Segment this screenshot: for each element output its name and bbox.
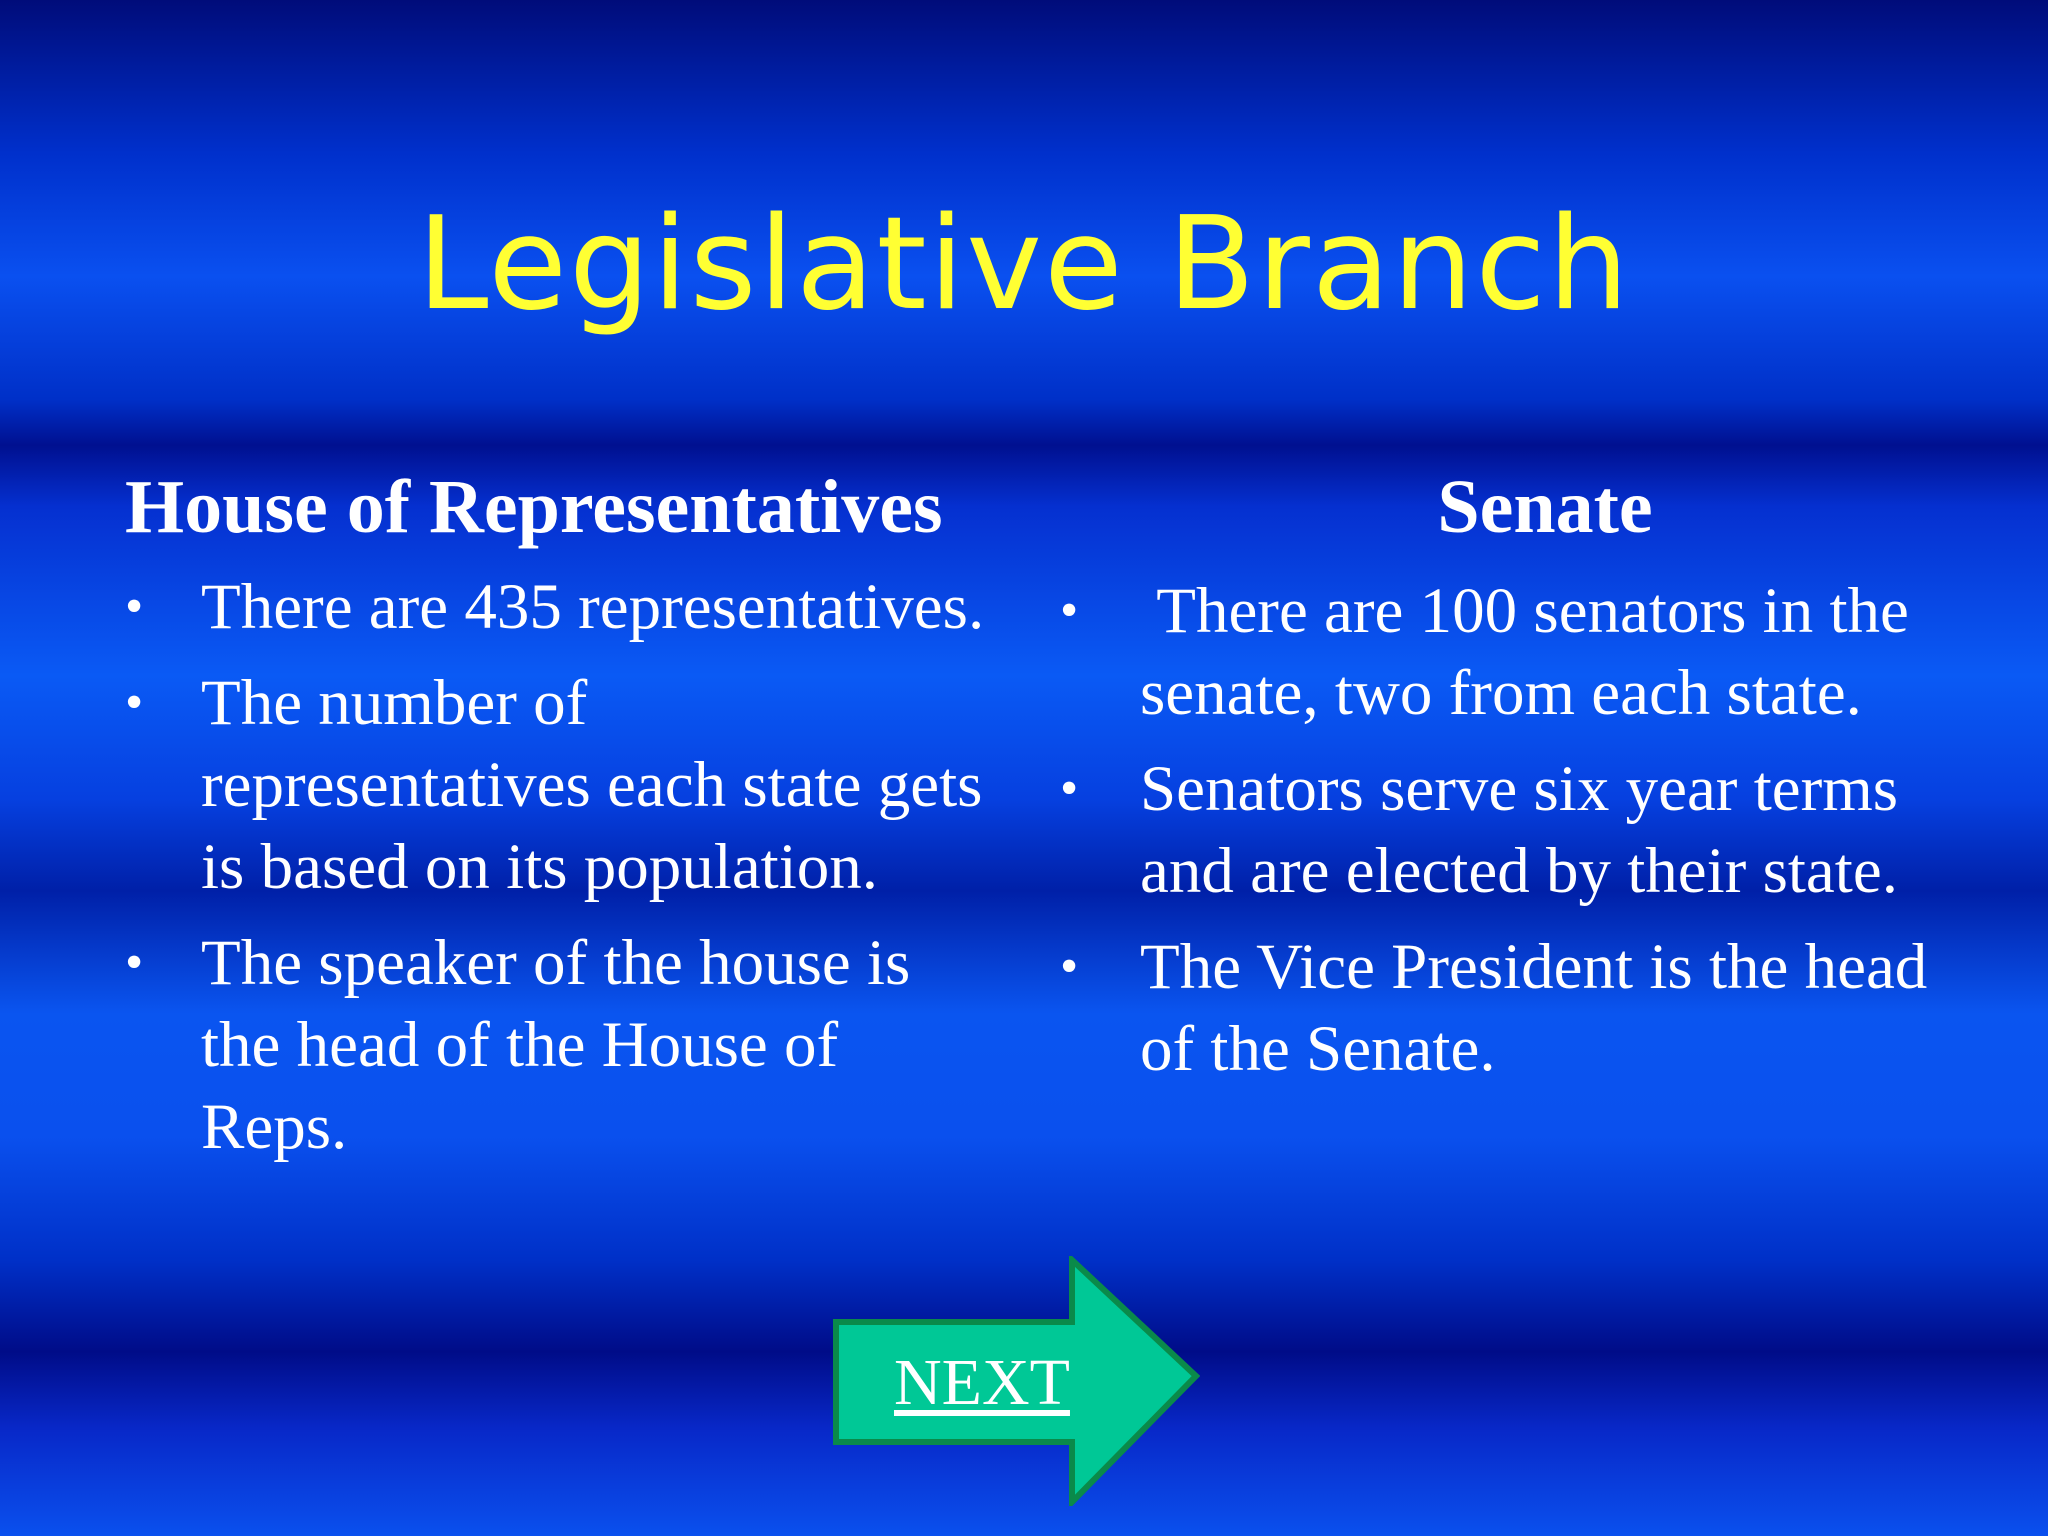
senate-bullet-list (1060, 570, 1940, 1090)
bullet-icon: • (1060, 582, 1079, 639)
senate-bullet-text: Senators serve six year terms and are elected by their state. (1140, 753, 1899, 907)
house-bullet-item (125, 662, 985, 908)
senate-bullet-text: The Vice President is the head of the Senate. (1140, 931, 1928, 1085)
bullet-icon: • (1060, 938, 1079, 995)
senate-column (1060, 462, 1940, 1090)
slide-title: Legislative Branch (417, 190, 1631, 339)
bullet-icon: • (125, 578, 144, 635)
house-heading: House of Representatives (125, 465, 943, 549)
bullet-icon: • (1060, 760, 1079, 817)
next-button[interactable] (832, 1256, 1200, 1506)
house-bullet-item (125, 922, 985, 1168)
house-bullet-text: The speaker of the house is the head of the House of Reps. (201, 927, 911, 1163)
house-bullet-list (125, 566, 985, 1168)
bullet-icon: • (125, 934, 144, 991)
senate-bullet-text: There are 100 senators in the senate, two from each state. (1140, 575, 1926, 729)
house-bullet-text: There are 435 representatives. (201, 571, 985, 643)
next-label[interactable]: NEXT (894, 1346, 1070, 1419)
bullet-icon: • (125, 674, 144, 731)
senate-bullet-item (1060, 570, 1940, 734)
senate-bullet-item (1060, 926, 1940, 1090)
house-bullet-text: The number of representatives each state gets is based on its population. (201, 667, 983, 903)
house-bullet-item (125, 566, 985, 648)
senate-bullet-item (1060, 748, 1940, 912)
senate-heading: Senate (1437, 465, 1653, 549)
house-column (125, 462, 985, 1168)
